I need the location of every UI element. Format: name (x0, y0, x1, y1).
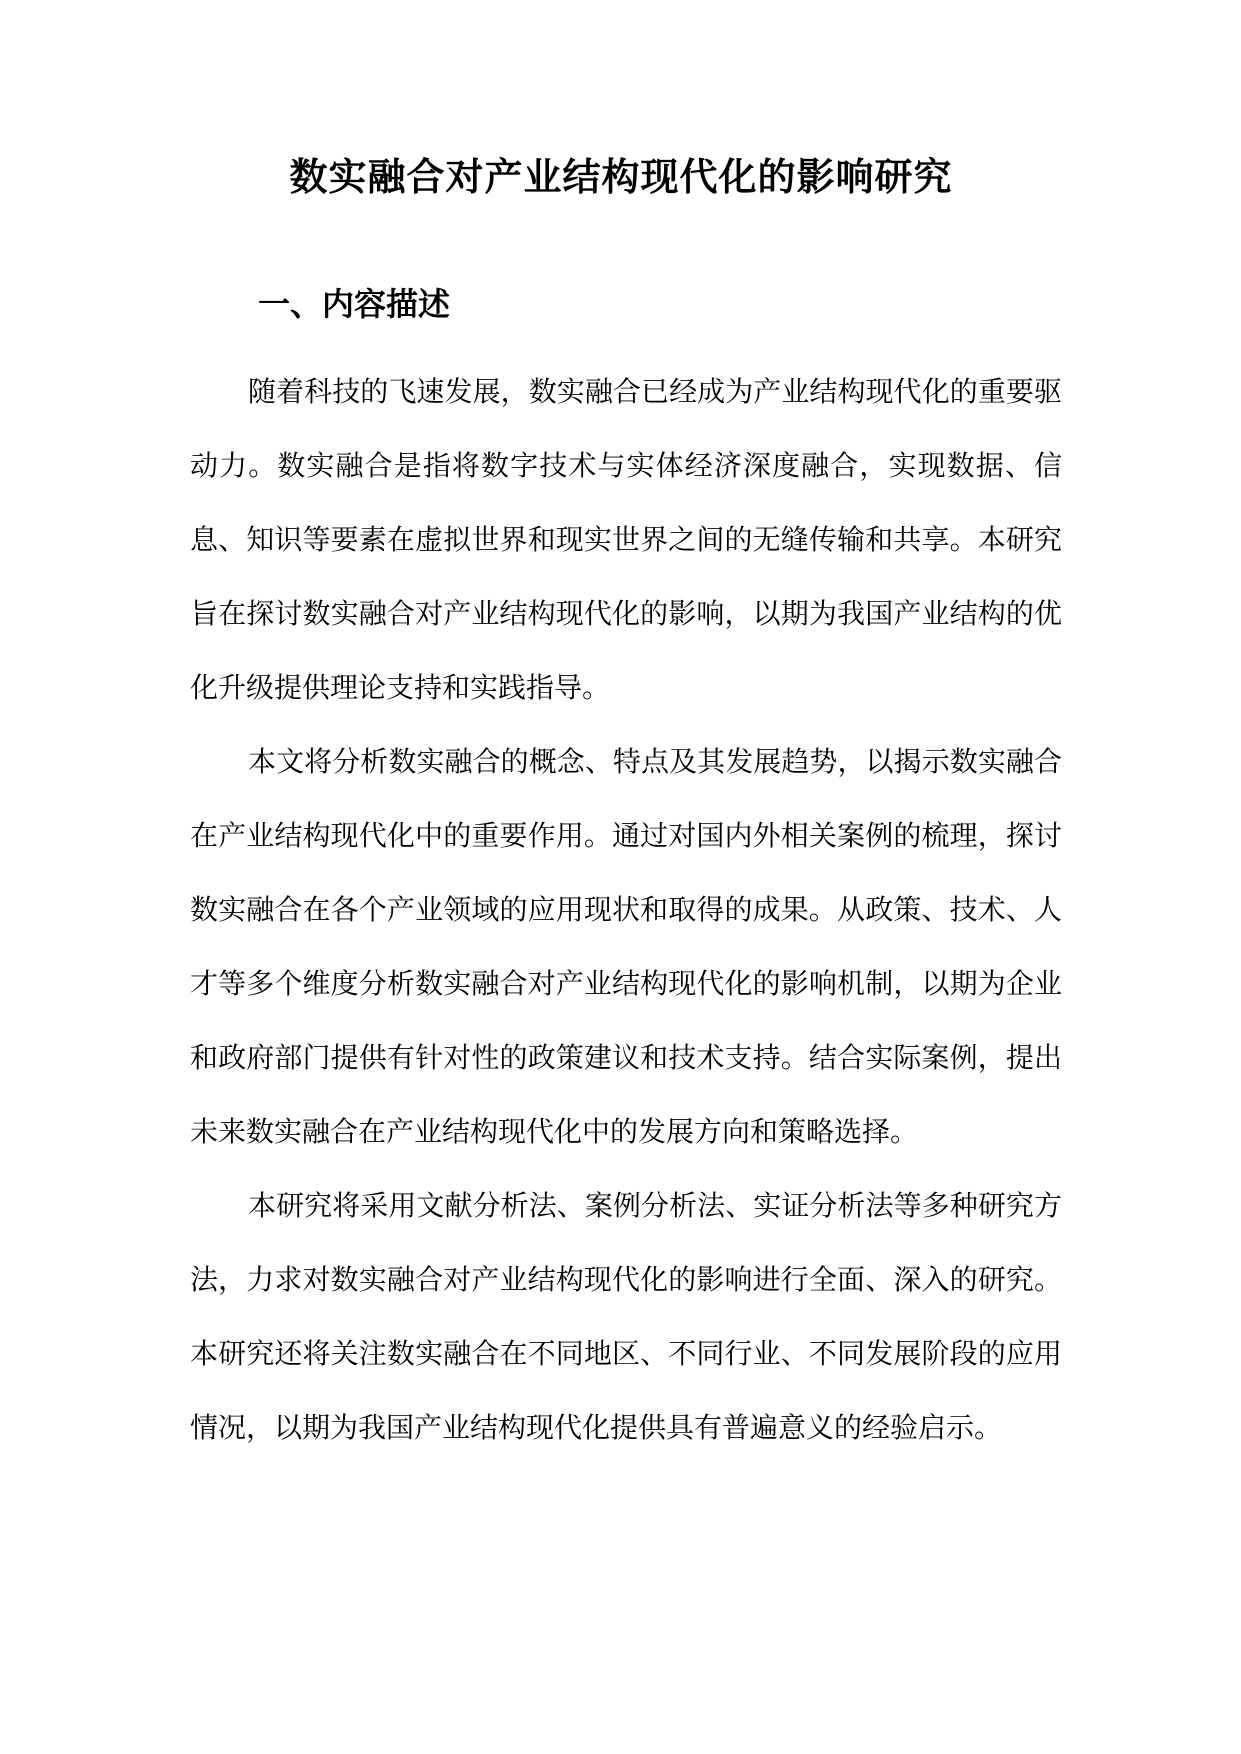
body-paragraph: 本文将分析数实融合的概念、特点及其发展趋势，以揭示数实融合在产业结构现代化中的重要作用。通过对国内外相关案例的梳理，探讨数实融合在各个产业领域的应用现状和取得的成果。从政策、技术、人才等多个维度分析数实融合对产业结构现代化的影响机制，以期为企业和政府部门提供有针对性的政策建议和技术支持。结合实际案例，提出未来数实融合在产业结构现代化中的发展方向和策略选择。 (190, 745, 1062, 1148)
body-paragraph: 本研究将采用文献分析法、案例分析法、实证分析法等多种研究方法，力求对数实融合对产业结构现代化的影响进行全面、深入的研究。本研究还将关注数实融合在不同地区、不同行业、不同发展阶段的应用情况，以期为我国产业结构现代化提供具有普遍意义的经验启示。 (190, 1189, 1062, 1444)
section-heading: 一、内容描述 (258, 285, 451, 323)
document-title: 数实融合对产业结构现代化的影响研究 (289, 154, 953, 199)
body-paragraph: 随着科技的飞速发展，数实融合已经成为产业结构现代化的重要驱动力。数实融合是指将数字技术与实体经济深度融合，实现数据、信息、知识等要素在虚拟世界和现实世界之间的无缝传输和共享。本研究旨在探讨数实融合对产业结构现代化的影响，以期为我国产业结构的优化升级提供理论支持和实践指导。 (190, 375, 1062, 704)
